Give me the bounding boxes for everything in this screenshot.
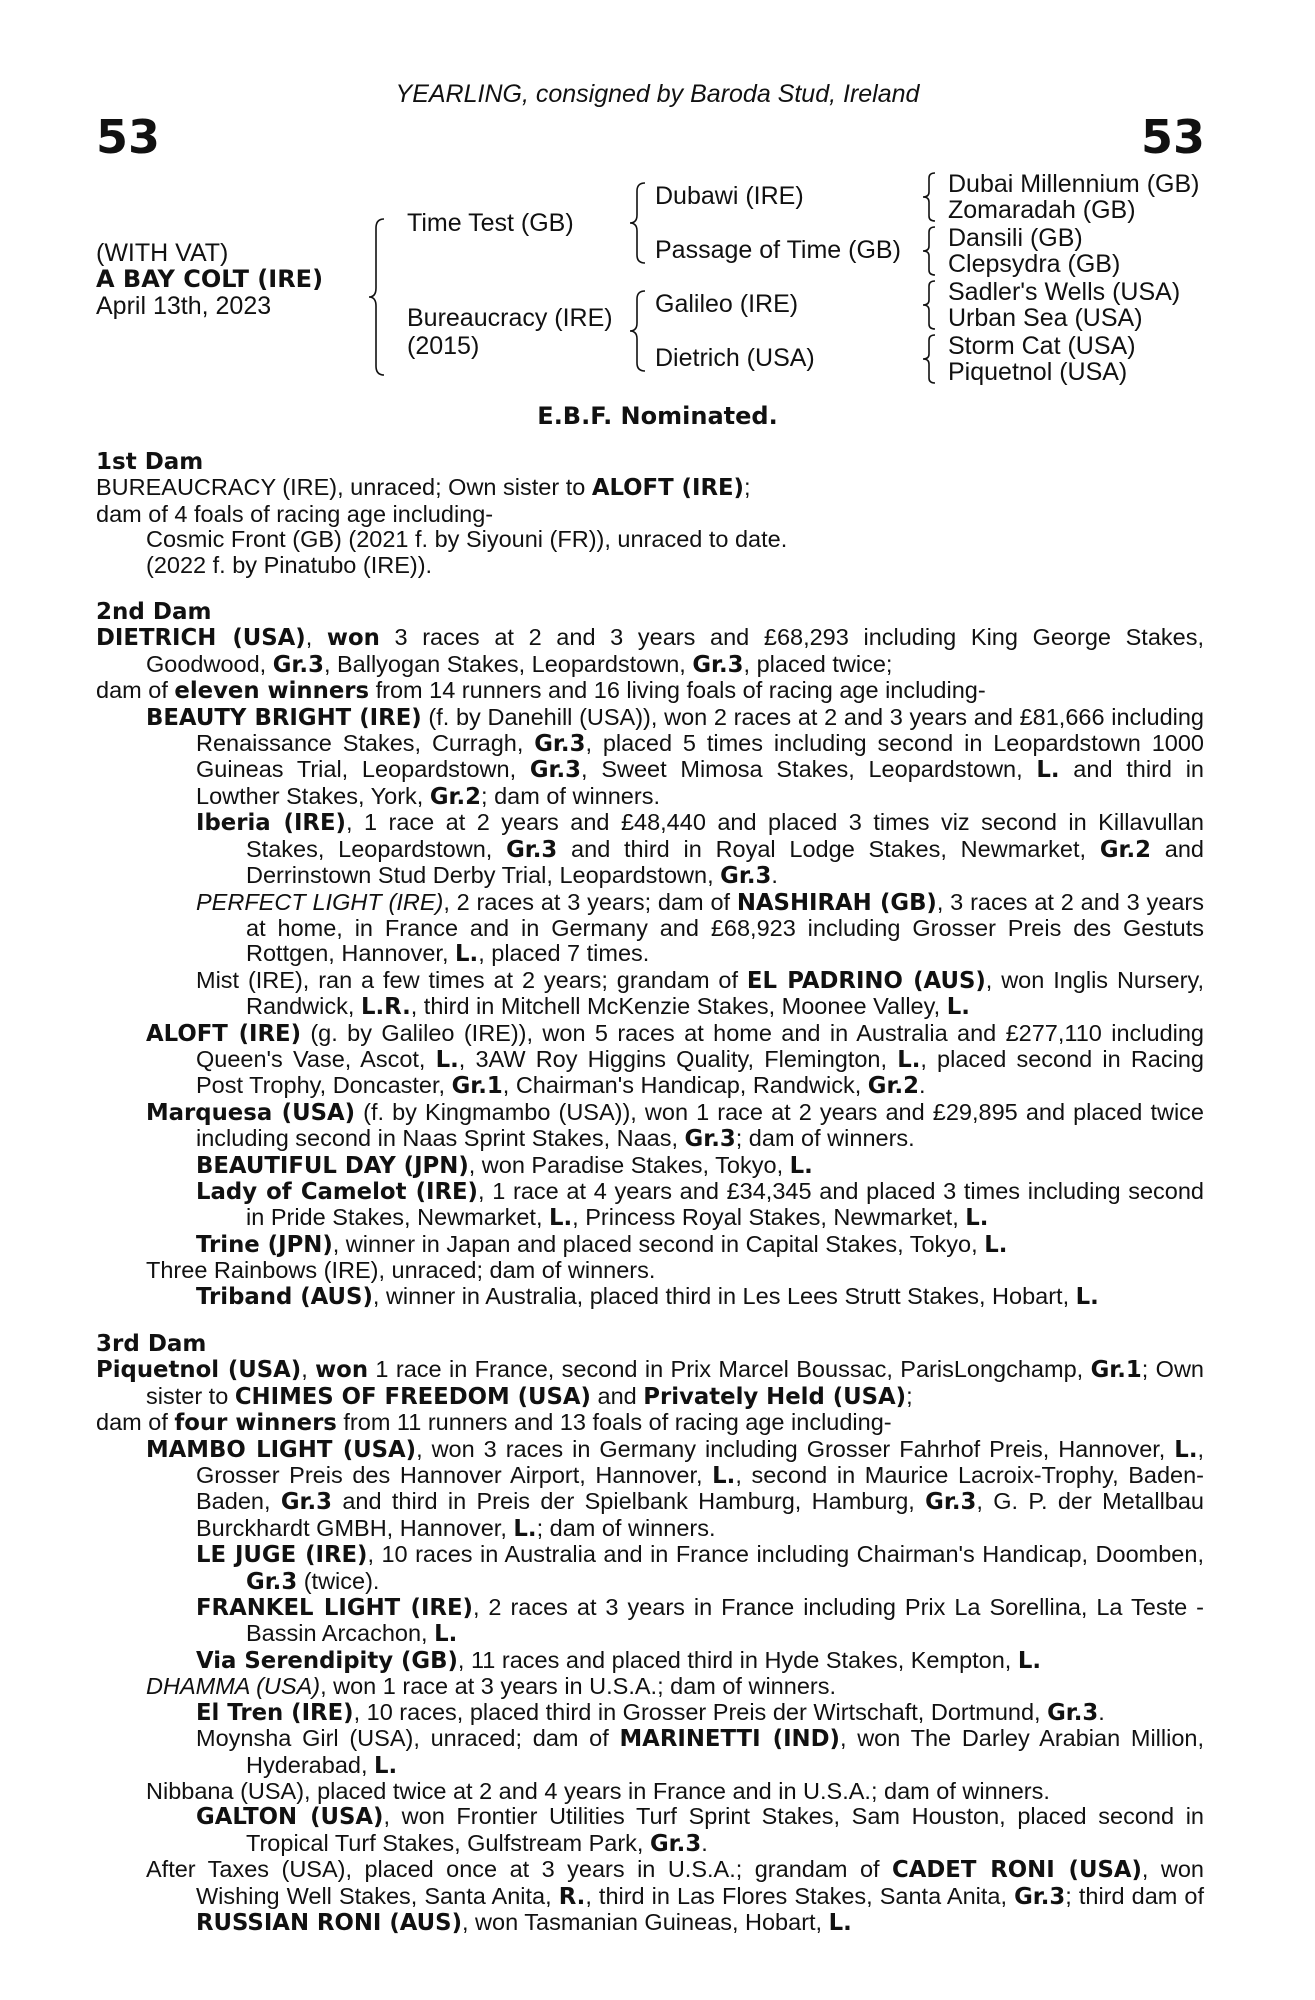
- pedigree-entry: [96, 1258, 1204, 1283]
- bold-text: RUSSIAN RONI (AUS): [196, 1909, 462, 1936]
- text-run: , won Inglis Nursery, Randwick,: [246, 966, 1204, 1020]
- bold-text: Gr.2: [1099, 836, 1152, 863]
- bold-text: ALOFT (IRE): [146, 1020, 301, 1047]
- pedigree-entry: [96, 1357, 1204, 1410]
- bold-text: Gr.3: [692, 651, 744, 678]
- text-run: , 1 race at 4 years and £34,345 and placed 3 times including second in Pride Stakes, Newmarket,: [246, 1177, 1204, 1231]
- bold-text: Gr.3: [1047, 1699, 1099, 1726]
- pedigree-entry: [96, 1410, 1204, 1436]
- bold-text: Triband (AUS): [196, 1283, 373, 1310]
- bold-text: L.: [1036, 757, 1060, 784]
- bold-text: Gr.3: [506, 836, 558, 863]
- gen3-5: Sadler's Wells (USA): [948, 278, 1181, 306]
- bold-text: MARINETTI (IND): [619, 1726, 840, 1753]
- text-run: ,: [301, 1356, 316, 1383]
- bold-text: L.: [828, 1909, 852, 1936]
- bold-text: R.: [558, 1883, 586, 1910]
- gen3-3: Dansili (GB): [948, 224, 1083, 252]
- text-run: , winner in Australia, placed third in Les Lees Strutt Stakes, Hobart,: [372, 1282, 1076, 1309]
- bold-text: L.R.: [360, 994, 411, 1021]
- text-run: ;: [906, 1382, 913, 1409]
- bold-text: L.: [789, 1152, 813, 1179]
- text-run: .: [701, 1829, 708, 1856]
- text-run: , 10 races, placed third in Grosser Preis der Wirtschaft, Dortmund,: [353, 1698, 1048, 1725]
- bold-text: Privately Held (USA): [643, 1383, 907, 1410]
- section-heading: 1st Dam: [96, 449, 204, 475]
- bold-text: L.: [897, 1046, 921, 1073]
- brace-gen1: [367, 218, 387, 376]
- text-run: (f. by Danehill (USA)), won 2 races at 2 and 3 years and £81,666 including Renaissance Stakes, Curragh,: [196, 703, 1205, 757]
- bold-text: Trine (JPN): [196, 1231, 333, 1258]
- pedigree-entry: [96, 1648, 1204, 1674]
- bold-text: Gr.3: [246, 1568, 298, 1595]
- bold-text: L.: [374, 1752, 398, 1779]
- section-heading: 3rd Dam: [96, 1331, 207, 1357]
- text-run: and third in Preis der Spielbank Hamburg, Hamburg,: [332, 1488, 926, 1515]
- bold-text: GALTON (USA): [196, 1804, 384, 1831]
- text-run: .: [771, 862, 778, 889]
- text-run: , 3AW Roy Higgins Quality, Flemington,: [458, 1045, 898, 1072]
- bold-text: L.: [435, 1046, 459, 1073]
- pedigree-entry: [96, 1021, 1204, 1100]
- pedigree-entry: [96, 1153, 1204, 1179]
- text-run: from 11 runners and 13 foals of racing age including-: [336, 1409, 892, 1436]
- text-run: and third in Lowther Stakes, York,: [196, 756, 1204, 809]
- brace-gen2-sire: [628, 182, 648, 264]
- bold-text: Gr.3: [649, 1830, 702, 1857]
- text-run: , placed 5 times including second in Leopardstown 1000 Guineas Trial, Leopardstown,: [196, 730, 1205, 783]
- text-run: and: [590, 1382, 644, 1409]
- text-run: , 10 races in Australia and in France including Chairman's Handicap, Doomben,: [367, 1541, 1204, 1568]
- pedigree-entry: [96, 1232, 1204, 1258]
- bold-text: EL PADRINO (AUS): [746, 967, 986, 994]
- bold-text: L.: [1017, 1647, 1042, 1674]
- bold-text: Gr.1: [451, 1073, 503, 1100]
- text-run: .: [1098, 1698, 1105, 1725]
- ebf-note: E.B.F. Nominated.: [537, 402, 778, 430]
- pedigree-entry: [96, 1726, 1204, 1779]
- bold-text: El Tren (IRE): [196, 1699, 354, 1726]
- text-run: BUREAUCRACY (IRE), unraced; Own sister to: [96, 474, 592, 501]
- brace-gen3-1: [921, 172, 937, 222]
- section-heading: 2nd Dam: [96, 599, 212, 626]
- pedigree-entry: [96, 553, 1204, 578]
- gen2-sire-dam: Passage of Time (GB): [655, 236, 901, 264]
- text-run: ,: [305, 624, 327, 651]
- text-run: (g. by Galileo (IRE)), won 5 races at home and in Australia and £277,110 including Queen's Vase, Ascot,: [196, 1019, 1204, 1072]
- bold-text: Via Serendipity (GB): [196, 1647, 458, 1674]
- text-run: .: [918, 1072, 926, 1099]
- bold-text: L.: [712, 1463, 736, 1490]
- text-run: (twice).: [297, 1567, 380, 1594]
- text-run: , won Wishing Well Stakes, Santa Anita,: [196, 1856, 1205, 1909]
- text-run: ; dam of winners.: [481, 782, 660, 809]
- bold-text: Gr.3: [280, 1489, 333, 1516]
- text-run: , third in Mitchell McKenzie Stakes, Moonee Valley,: [410, 993, 947, 1020]
- subject-dob: April 13th, 2023: [96, 292, 272, 320]
- pedigree-entry: [96, 1779, 1204, 1804]
- text-run: , won 1 race at 3 years in U.S.A.; dam of winners.: [320, 1673, 836, 1700]
- text-run: , Sweet Mimosa Stakes, Leopardstown,: [581, 756, 1037, 783]
- text-run: , Grosser Preis des Hannover Airport, Hannover,: [196, 1435, 1204, 1489]
- bold-text: BEAUTIFUL DAY (JPN): [196, 1152, 469, 1179]
- italic-text: DHAMMA (USA): [146, 1673, 321, 1700]
- text-run: ; third dam of: [1065, 1882, 1204, 1909]
- bold-text: L.: [946, 994, 970, 1021]
- bold-text: Gr.1: [1090, 1357, 1142, 1384]
- brace-gen3-2: [921, 226, 937, 276]
- text-run: dam of: [96, 1409, 175, 1436]
- pedigree-entry: [96, 502, 1204, 527]
- text-run: Cosmic Front (GB) (2021 f. by Siyouni (FR)), unraced to date.: [146, 526, 788, 553]
- text-run: , won 3 races in Germany including Grosser Fahrhof Preis, Hannover,: [416, 1435, 1175, 1462]
- pedigree-entry: [96, 890, 1204, 968]
- text-run: , Chairman's Handicap, Randwick,: [502, 1072, 868, 1099]
- bold-text: L.: [1174, 1436, 1198, 1463]
- bold-text: Gr.3: [684, 1126, 736, 1153]
- bold-text: BEAUTY BRIGHT (IRE): [146, 704, 422, 731]
- bold-text: L.: [434, 1621, 458, 1648]
- pedigree-entry: [96, 705, 1204, 811]
- pedigree-entry: [96, 1437, 1204, 1543]
- gen3-6: Urban Sea (USA): [948, 304, 1143, 332]
- pedigree-entry: [96, 475, 1204, 501]
- bold-text: Gr.3: [720, 863, 772, 890]
- gen3-2: Zomaradah (GB): [948, 196, 1136, 224]
- pedigree-entry: [96, 1700, 1204, 1726]
- subject-name: A BAY COLT (IRE): [96, 265, 324, 293]
- text-run: dam of: [96, 677, 175, 704]
- gen2-dam-dam: Dietrich (USA): [655, 344, 815, 372]
- pedigree-entry: [96, 1674, 1204, 1699]
- gen3-4: Clepsydra (GB): [948, 250, 1121, 278]
- text-run: ; Own sister to: [146, 1356, 1204, 1409]
- gen3-1: Dubai Millennium (GB): [948, 170, 1200, 198]
- pedigree-entry: [96, 1284, 1204, 1310]
- text-run: , won Paradise Stakes, Tokyo,: [468, 1151, 790, 1178]
- dam-year: (2015): [407, 332, 480, 360]
- bold-text: LE JUGE (IRE): [196, 1542, 368, 1569]
- produce-record: [96, 450, 1204, 1936]
- text-run: , placed 7 times.: [478, 940, 650, 967]
- text-run: ;: [743, 474, 751, 501]
- brace-gen2-dam: [628, 290, 648, 372]
- bold-text: CHIMES OF FREEDOM (USA): [234, 1383, 591, 1410]
- text-run: , placed twice;: [743, 650, 893, 677]
- text-run: , 2 races at 3 years in France including Prix La Sorellina, La Teste - Bassin Arcachon,: [246, 1594, 1204, 1647]
- text-run: Nibbana (USA), placed twice at 2 and 4 years in France and in U.S.A.; dam of winners.: [146, 1777, 1050, 1804]
- bold-text: ALOFT (IRE): [591, 475, 744, 502]
- text-run: Three Rainbows (IRE), unraced; dam of winners.: [146, 1257, 656, 1284]
- bold-text: won: [315, 1357, 369, 1384]
- bold-text: eleven winners: [174, 678, 370, 705]
- page-title: YEARLING, consigned by Baroda Stud, Ireland: [395, 80, 920, 108]
- lot-number-left: 53: [96, 110, 161, 164]
- text-run: and Derrinstown Stud Derby Trial, Leopardstown,: [246, 835, 1204, 889]
- text-run: , placed second in Racing Post Trophy, Doncaster,: [196, 1045, 1204, 1099]
- text-run: , G. P. der Metallbau Burckhardt GMBH, Hannover,: [196, 1488, 1204, 1541]
- brace-gen3-3: [921, 280, 937, 330]
- bold-text: L.: [965, 1205, 989, 1232]
- text-run: , Princess Royal Stakes, Newmarket,: [572, 1204, 966, 1231]
- bold-text: Gr.2: [867, 1073, 919, 1100]
- bold-text: L.: [549, 1205, 573, 1232]
- text-run: (2022 f. by Pinatubo (IRE)).: [146, 551, 433, 578]
- pedigree-entry: [96, 810, 1204, 889]
- text-run: Mist (IRE), ran a few times at 2 years; grandam of: [196, 966, 747, 993]
- dam: Bureaucracy (IRE): [407, 304, 613, 332]
- text-run: Moynsha Girl (USA), unraced; dam of: [196, 1725, 620, 1752]
- text-run: , 3 races at 2 and 3 years at home, in France and in Germany and £68,923 including Grosser Preis des Gestuts Rottgen, Hannover,: [246, 888, 1204, 967]
- bold-text: Gr.3: [1014, 1883, 1066, 1910]
- bold-text: Iberia (IRE): [196, 810, 346, 837]
- bold-text: DIETRICH (USA): [96, 625, 306, 652]
- pedigree-entry: [96, 625, 1204, 678]
- sire: Time Test (GB): [407, 209, 574, 237]
- text-run: , winner in Japan and placed second in Capital Stakes, Tokyo,: [332, 1230, 985, 1257]
- text-run: , won Tasmanian Guineas, Hobart,: [461, 1908, 829, 1935]
- italic-text: PERFECT LIGHT (IRE): [196, 888, 444, 915]
- pedigree-entry: [96, 1179, 1204, 1232]
- bold-text: Gr.3: [529, 757, 582, 784]
- brace-gen3-4: [921, 334, 937, 384]
- bold-text: Gr.3: [272, 651, 324, 678]
- bold-text: L.: [455, 941, 479, 968]
- text-run: , second in Maurice Lacroix-Trophy, Baden-Baden,: [196, 1462, 1204, 1515]
- bold-text: MAMBO LIGHT (USA): [146, 1436, 417, 1463]
- lot-number-right: 53: [1140, 110, 1205, 164]
- bold-text: L.: [513, 1515, 537, 1542]
- bold-text: L.: [984, 1231, 1008, 1258]
- text-run: dam of 4 foals of racing age including-: [96, 500, 494, 527]
- pedigree-entry: [96, 678, 1204, 704]
- text-run: from 14 runners and 16 living foals of racing age including-: [369, 677, 986, 704]
- bold-text: Marquesa (USA): [146, 1099, 356, 1126]
- text-run: ; dam of winners.: [536, 1514, 716, 1541]
- text-run: , 11 races and placed third in Hyde Stakes, Kempton,: [457, 1646, 1018, 1673]
- text-run: , won Frontier Utilities Turf Sprint Stakes, Sam Houston, placed second in Tropical Turf Stakes, Gulfstream Park,: [246, 1803, 1204, 1856]
- gen3-8: Piquetnol (USA): [948, 358, 1128, 386]
- bold-text: Lady of Camelot (IRE): [196, 1178, 478, 1205]
- text-run: and third in Royal Lodge Stakes, Newmarket,: [557, 835, 1100, 862]
- pedigree-entry: [96, 527, 1204, 552]
- text-run: , 2 races at 3 years; dam of: [443, 888, 737, 915]
- bold-text: won: [326, 625, 380, 652]
- text-run: , Ballyogan Stakes, Leopardstown,: [323, 650, 693, 677]
- text-run: 3 races at 2 and 3 years and £68,293 including King George Stakes, Goodwood,: [146, 624, 1204, 677]
- bold-text: Piquetnol (USA): [96, 1357, 302, 1384]
- bold-text: Gr.3: [925, 1489, 977, 1516]
- text-run: , won The Darley Arabian Million, Hyderabad,: [246, 1725, 1205, 1778]
- pedigree-entry: [96, 1857, 1204, 1936]
- text-run: , 1 race at 2 years and £48,440 and placed 3 times viz second in Killavullan Stakes, Leopardstown,: [246, 809, 1204, 862]
- pedigree-entry: [96, 1100, 1204, 1153]
- bold-text: four winners: [174, 1410, 337, 1437]
- gen2-dam-sire: Galileo (IRE): [655, 290, 799, 318]
- text-run: ; dam of winners.: [735, 1125, 915, 1152]
- bold-text: FRANKEL LIGHT (IRE): [196, 1595, 473, 1622]
- vat-note: (WITH VAT): [96, 239, 229, 267]
- bold-text: CADET RONI (USA): [892, 1857, 1142, 1884]
- bold-text: Gr.3: [534, 731, 586, 758]
- bold-text: Gr.2: [429, 783, 482, 810]
- pedigree-entry: [96, 1804, 1204, 1857]
- text-run: After Taxes (USA), placed once at 3 years in U.S.A.; grandam of: [146, 1856, 892, 1883]
- bold-text: L.: [1075, 1283, 1099, 1310]
- pedigree-entry: [96, 1595, 1204, 1648]
- gen2-sire-sire: Dubawi (IRE): [655, 182, 804, 210]
- gen3-7: Storm Cat (USA): [948, 332, 1136, 360]
- pedigree-entry: [96, 1542, 1204, 1595]
- pedigree-entry: [96, 968, 1204, 1021]
- bold-text: NASHIRAH (GB): [736, 889, 937, 916]
- text-run: (f. by Kingmambo (USA)), won 1 race at 2 years and £29,895 and placed twice including second in Naas Sprint Stakes, Naas,: [196, 1098, 1204, 1152]
- text-run: 1 race in France, second in Prix Marcel Boussac, ParisLongchamp,: [368, 1356, 1091, 1383]
- text-run: , third in Las Flores Stakes, Santa Anita,: [585, 1882, 1015, 1909]
